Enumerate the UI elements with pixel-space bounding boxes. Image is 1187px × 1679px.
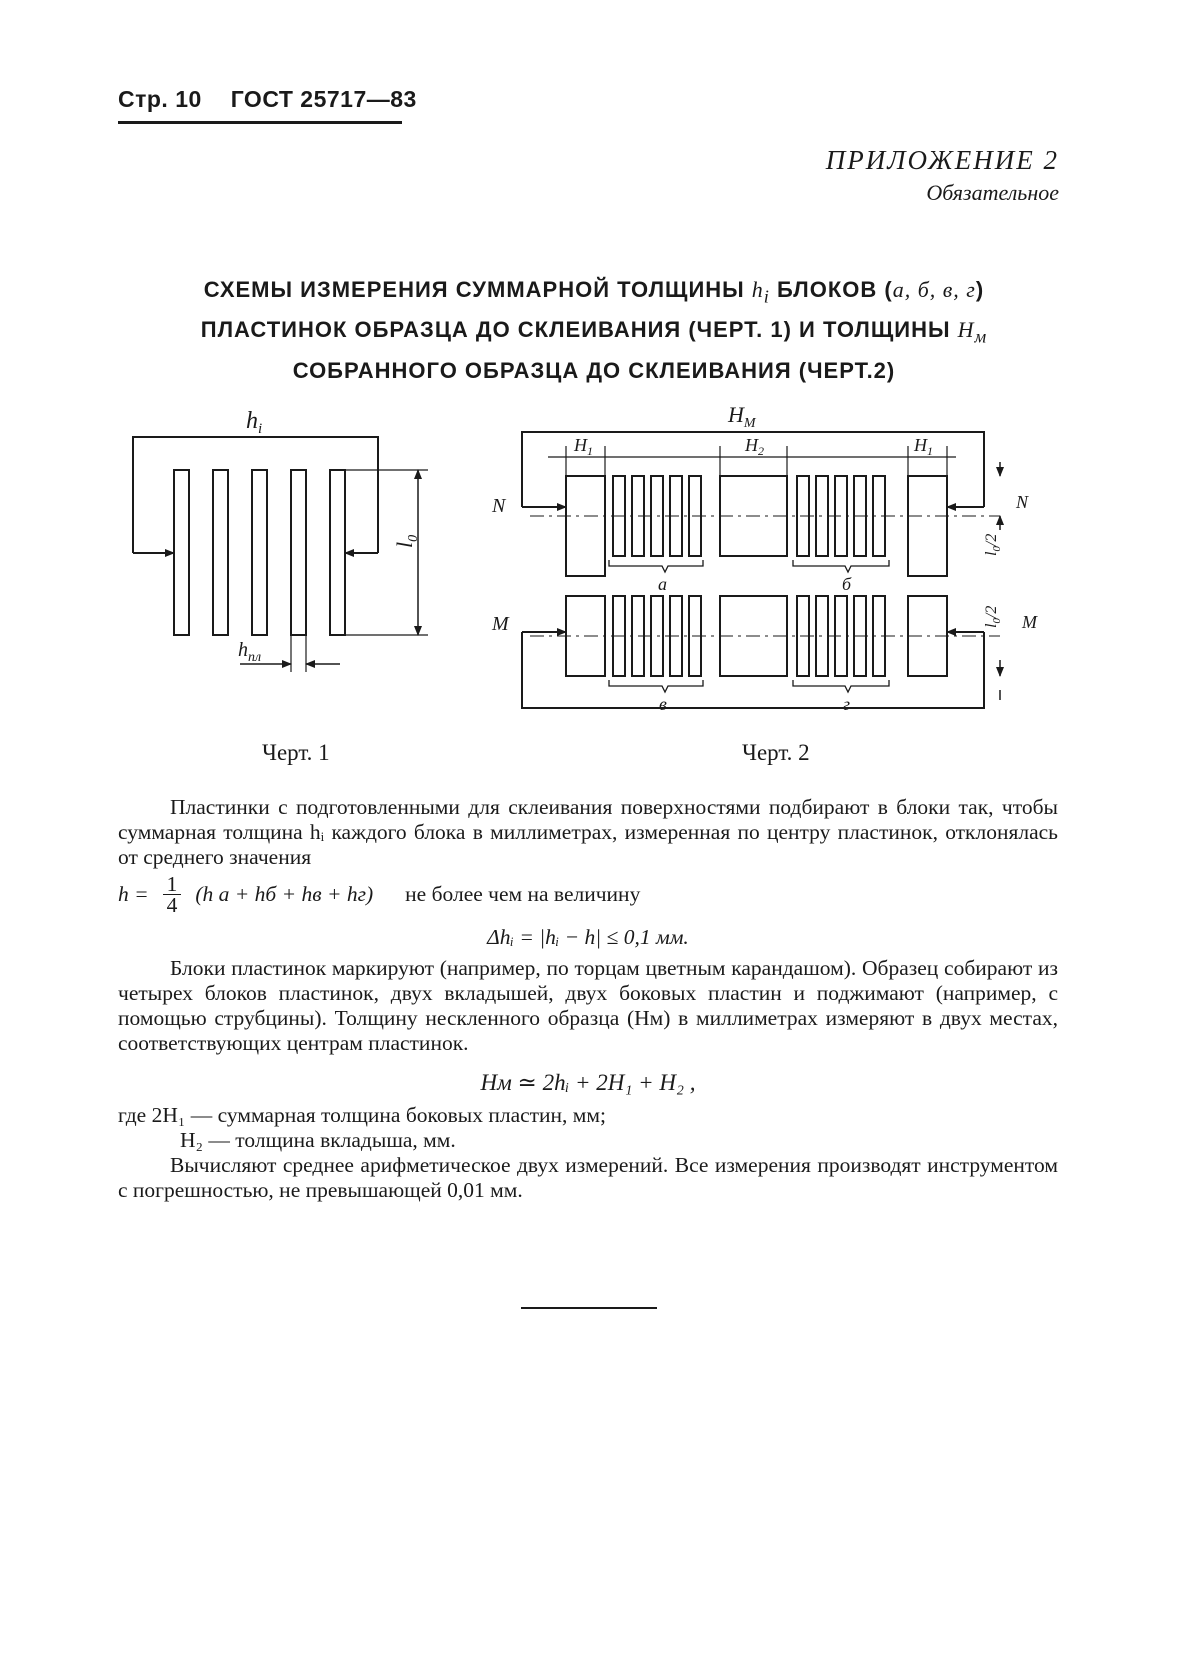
- fig2-label-m-right: M: [1022, 612, 1037, 632]
- brace-v: [609, 680, 703, 692]
- brace-b: [793, 560, 889, 572]
- appendix-note: Обязательное: [926, 180, 1059, 205]
- fig2-label-l0-half-bottom: $l_0/2$: [983, 605, 1003, 628]
- fig2-label-n-left: N: [492, 495, 506, 517]
- brace-a: [609, 560, 703, 572]
- paragraph-2: Блоки пластинок маркируют (например, по торцам цветным карандашом). Образец собирают из четырех блоков пластинок, двух вкладышей, двух боковых пластин и поджимают (например, с помощью струбцины). Толщину нескленного образца (Hм) в миллиметрах измеряют в двух местах, соответствующих центрам пластинок.: [118, 956, 1058, 1055]
- plate-4: [291, 470, 306, 635]
- caption-figure-2: Черт. 2: [742, 740, 810, 765]
- fig2-label-h2: $H_2$: [745, 435, 764, 458]
- body-text: [118, 795, 1058, 1203]
- fig2-label-l0-half-top: $l_0/2$: [983, 533, 1003, 556]
- appendix-title: ПРИЛОЖЕНИЕ 2: [825, 145, 1059, 175]
- page-number: Стр. 10: [118, 86, 202, 112]
- side-plate-left-top: [566, 476, 605, 576]
- fig2-label-h1-left: $H_1$: [574, 435, 593, 458]
- fig2-label-m-left: M: [492, 613, 509, 635]
- brace-g: [793, 680, 889, 692]
- figures: [0, 0, 1187, 785]
- formula-1: h = $\frac{1}{4}$ (h а + hб + hв + hг) не более чем на величину: [118, 872, 641, 917]
- formula-1-fraction: $\frac{1}{4}$: [163, 874, 182, 915]
- title-line-3: СОБРАННОГО ОБРАЗЦА ДО СКЛЕИВАНИЯ (ЧЕРТ.2): [292, 357, 896, 383]
- caliper-frame: [133, 437, 378, 553]
- where-line-1: где 2H₁ — суммарная толщина боковых пластин, мм;: [118, 1103, 606, 1127]
- fig2-label-h1-right: $H_1$: [914, 435, 933, 458]
- paragraph-1: Пластинки с подготовленными для склеивания поверхностями подбирают в блоки так, чтобы суммарная толщина hᵢ каждого блока в миллиметрах, измеренная по центру пластинок, отклонялась от среднего значения: [118, 795, 1058, 869]
- formula-2: Δhᵢ = |hᵢ − h| ≤ 0,1 мм.: [487, 925, 689, 949]
- fig2-label-v: в: [659, 694, 667, 714]
- fig2-label-n-right: N: [1016, 492, 1029, 512]
- fig1-label-l0: $l_0$: [392, 534, 421, 548]
- where-line-2: H₂ — толщина вкладыша, мм.: [180, 1128, 456, 1152]
- side-plate-right-top: [908, 476, 947, 576]
- title-line-1: СХЕМЫ ИЗМЕРЕНИЯ СУММАРНОЙ ТОЛЩИНЫ $h_i$ БЛОКОВ (а, б, в, г): [203, 277, 985, 307]
- fig2-label-a: а: [658, 574, 667, 594]
- fig1-label-hi: $h_i$: [246, 408, 263, 437]
- plate-2: [213, 470, 228, 635]
- fig2-label-b: б: [842, 574, 852, 594]
- figure-2-drawing: [522, 432, 1000, 708]
- title-line-2: ПЛАСТИНОК ОБРАЗЦА ДО СКЛЕИВАНИЯ (ЧЕРТ. 1) И ТОЛЩИНЫ $H_м$: [200, 317, 988, 347]
- fig2-label-g: г: [843, 694, 851, 714]
- end-rule: [521, 1307, 657, 1309]
- standard-number: ГОСТ 25717—83: [230, 86, 417, 112]
- plate-5: [330, 470, 345, 635]
- figures-svg: [0, 0, 1187, 780]
- fig1-label-hpl: $h_{пл}$: [238, 639, 262, 665]
- fig2-label-hm: $H_M$: [728, 402, 756, 431]
- plate-3: [252, 470, 267, 635]
- caption-figure-1: Черт. 1: [262, 740, 330, 765]
- hm-caliper-frame-bottom: [522, 632, 984, 708]
- figure-1-drawing: [133, 437, 428, 672]
- formula-3: Hм ≃ 2hᵢ + 2H₁ + H₂ ,: [480, 1070, 696, 1095]
- plate-1: [174, 470, 189, 635]
- paragraph-3: Вычисляют среднее арифметическое двух измерений. Все измерения производят инструментом с погрешностью, не превышающей 0,01 мм.: [118, 1153, 1058, 1202]
